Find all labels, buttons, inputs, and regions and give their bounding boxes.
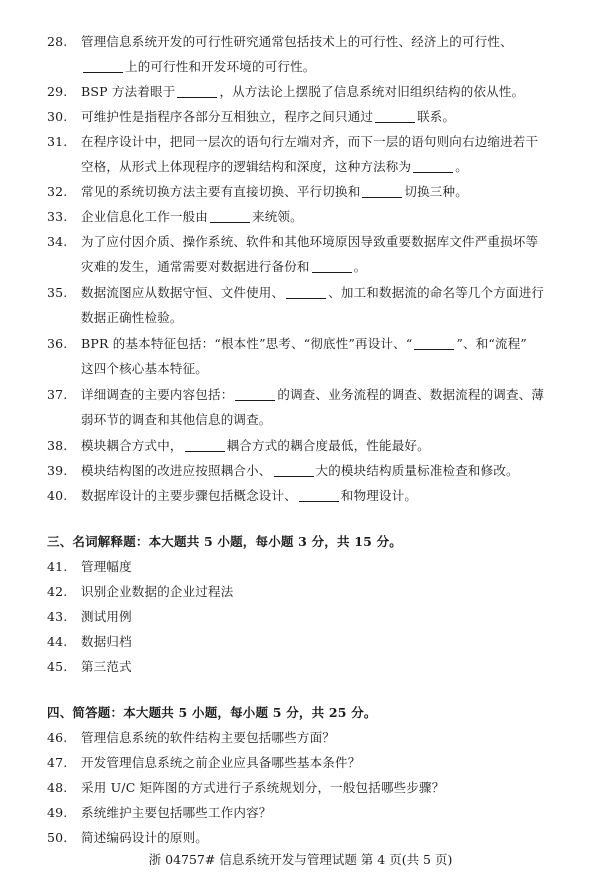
question-text: 切换三种。 (404, 184, 468, 199)
question-text: ”、和“流程” (456, 336, 528, 351)
question-number: 30. (47, 109, 68, 124)
answer-blank[interactable] (375, 108, 415, 123)
answer-blank[interactable] (414, 335, 454, 350)
question-text: 管理信息系统的软件结构主要包括哪些方面？ (81, 730, 336, 745)
question-38 (47, 433, 587, 458)
question-text: 弱环节的调查和其他信息的调查。 (81, 412, 272, 427)
question-35 (47, 280, 587, 330)
question-number: 28. (47, 34, 68, 49)
answer-blank[interactable] (299, 487, 339, 502)
question-text: 在程序设计中，把同一层次的语句行左端对齐，而下一层的语句则向右边缩进若干 (81, 134, 539, 149)
question-text: 详细调查的主要内容包括： (81, 387, 234, 402)
question-text: 管理幅度 (81, 559, 132, 574)
question-text: 数据归档 (81, 634, 132, 649)
answer-blank[interactable] (177, 83, 217, 98)
question-number: 47. (47, 755, 68, 770)
question-text: 测试用例 (81, 609, 132, 624)
question-number: 49. (47, 805, 68, 820)
question-number: 38. (47, 438, 68, 453)
question-49 (47, 800, 587, 825)
answer-blank[interactable] (286, 284, 326, 299)
answer-blank[interactable] (235, 386, 275, 401)
question-text: 这四个核心基本特征。 (81, 361, 209, 376)
question-text: 管理信息系统开发的可行性研究通常包括技术上的可行性、经济上的可行性、 (81, 34, 513, 49)
question-text: 和物理设计。 (340, 488, 418, 503)
section-heading-short-answer: 四、简答题：本大题共 5 小题，每小题 5 分，共 25 分。 (47, 705, 377, 720)
question-34 (47, 229, 587, 279)
question-text: ，从方法论上摆脱了信息系统对旧组织结构的依从性。 (219, 84, 525, 99)
answer-blank[interactable] (274, 462, 314, 477)
question-text: 可维护性是指程序各部分互相独立，程序之间只通过 (81, 109, 374, 124)
question-number: 40. (47, 488, 68, 503)
question-text: 耦合方式的耦合度最低，性能最好。 (226, 438, 430, 453)
question-text: 常见的系统切换方法主要有直接切换、平行切换和 (81, 184, 361, 199)
question-text: 模块耦合方式中， (81, 438, 183, 453)
question-text: 联系。 (417, 109, 456, 124)
question-number: 36. (47, 336, 68, 351)
question-30 (47, 104, 587, 129)
question-31 (47, 129, 587, 179)
question-number: 42. (47, 584, 68, 599)
answer-blank[interactable] (83, 58, 123, 73)
question-number: 39. (47, 463, 68, 478)
question-42 (47, 579, 587, 604)
question-text: 采用 U/C 矩阵图的方式进行子系统规划分，一般包括哪些步骤？ (81, 780, 445, 795)
question-number: 37. (47, 387, 68, 402)
question-48 (47, 775, 587, 800)
question-text: 、加工和数据流的命名等几个方面进行 (328, 285, 545, 300)
question-32 (47, 179, 587, 204)
question-28 (47, 29, 587, 79)
question-44 (47, 629, 587, 654)
question-50 (47, 825, 587, 850)
question-text: 。 (353, 259, 367, 274)
question-text: 数据库设计的主要步骤包括概念设计、 (81, 488, 297, 503)
question-text: 上的可行性和开发环境的可行性。 (125, 59, 316, 74)
question-41 (47, 554, 587, 579)
question-number: 33. (47, 209, 68, 224)
question-number: 35. (47, 285, 68, 300)
question-47 (47, 750, 587, 775)
question-number: 32. (47, 184, 68, 199)
question-text: 企业信息化工作一般由 (81, 209, 209, 224)
question-number: 46. (47, 730, 68, 745)
question-text: 空格，从形式上体现程序的逻辑结构和深度，这种方法称为 (81, 159, 412, 174)
question-text: 简述编码设计的原则。 (81, 830, 209, 845)
question-text: 系统维护主要包括哪些工作内容？ (81, 805, 272, 820)
question-36 (47, 331, 587, 381)
question-text: 来统领。 (252, 209, 303, 224)
question-text: 灾难的发生，通常需要对数据进行备份和 (81, 259, 310, 274)
question-text: 开发管理信息系统之前企业应具备哪些基本条件？ (81, 755, 361, 770)
page-footer: 浙 04757# 信息系统开发与管理试题 第 4 页(共 5 页) (148, 852, 453, 867)
question-text: 为了应付因介质、操作系统、软件和其他环境原因导致重要数据库文件严重损坏等 (81, 234, 539, 249)
question-number: 34. (47, 234, 68, 249)
question-45 (47, 654, 587, 679)
answer-blank[interactable] (362, 183, 402, 198)
question-40 (47, 483, 587, 508)
question-text: 模块结构图的改进应按照耦合小、 (81, 463, 272, 478)
question-number: 45. (47, 659, 68, 674)
answer-blank[interactable] (210, 208, 250, 223)
question-number: 50. (47, 830, 68, 845)
question-number: 31. (47, 134, 68, 149)
question-text: BPR 的基本特征包括：“根本性”思考、“彻底性”再设计、“ (81, 336, 413, 351)
question-number: 41. (47, 559, 68, 574)
question-text: 第三范式 (81, 659, 132, 674)
question-39 (47, 458, 587, 483)
answer-blank[interactable] (312, 258, 352, 273)
question-number: 44. (47, 634, 68, 649)
question-number: 43. (47, 609, 68, 624)
question-text: 大的模块结构质量标准检查和修改。 (315, 463, 519, 478)
question-number: 48. (47, 780, 68, 795)
answer-blank[interactable] (185, 437, 225, 452)
question-number: 29. (47, 84, 68, 99)
question-43 (47, 604, 587, 629)
question-text: BSP 方法着眼于 (81, 84, 176, 99)
question-text: 数据流图应从数据守恒、文件使用、 (81, 285, 285, 300)
section-heading-terms: 三、名词解释题：本大题共 5 小题，每小题 3 分，共 15 分。 (47, 534, 403, 549)
question-text: 识别企业数据的企业过程法 (81, 584, 234, 599)
answer-blank[interactable] (413, 158, 453, 173)
question-33 (47, 204, 587, 229)
question-46 (47, 725, 587, 750)
question-text: 的调查、业务流程的调查、数据流程的调查、薄 (277, 387, 545, 402)
question-37 (47, 382, 587, 432)
question-text: 数据正确性检验。 (81, 310, 183, 325)
question-text: 。 (455, 159, 468, 174)
question-29 (47, 79, 587, 104)
